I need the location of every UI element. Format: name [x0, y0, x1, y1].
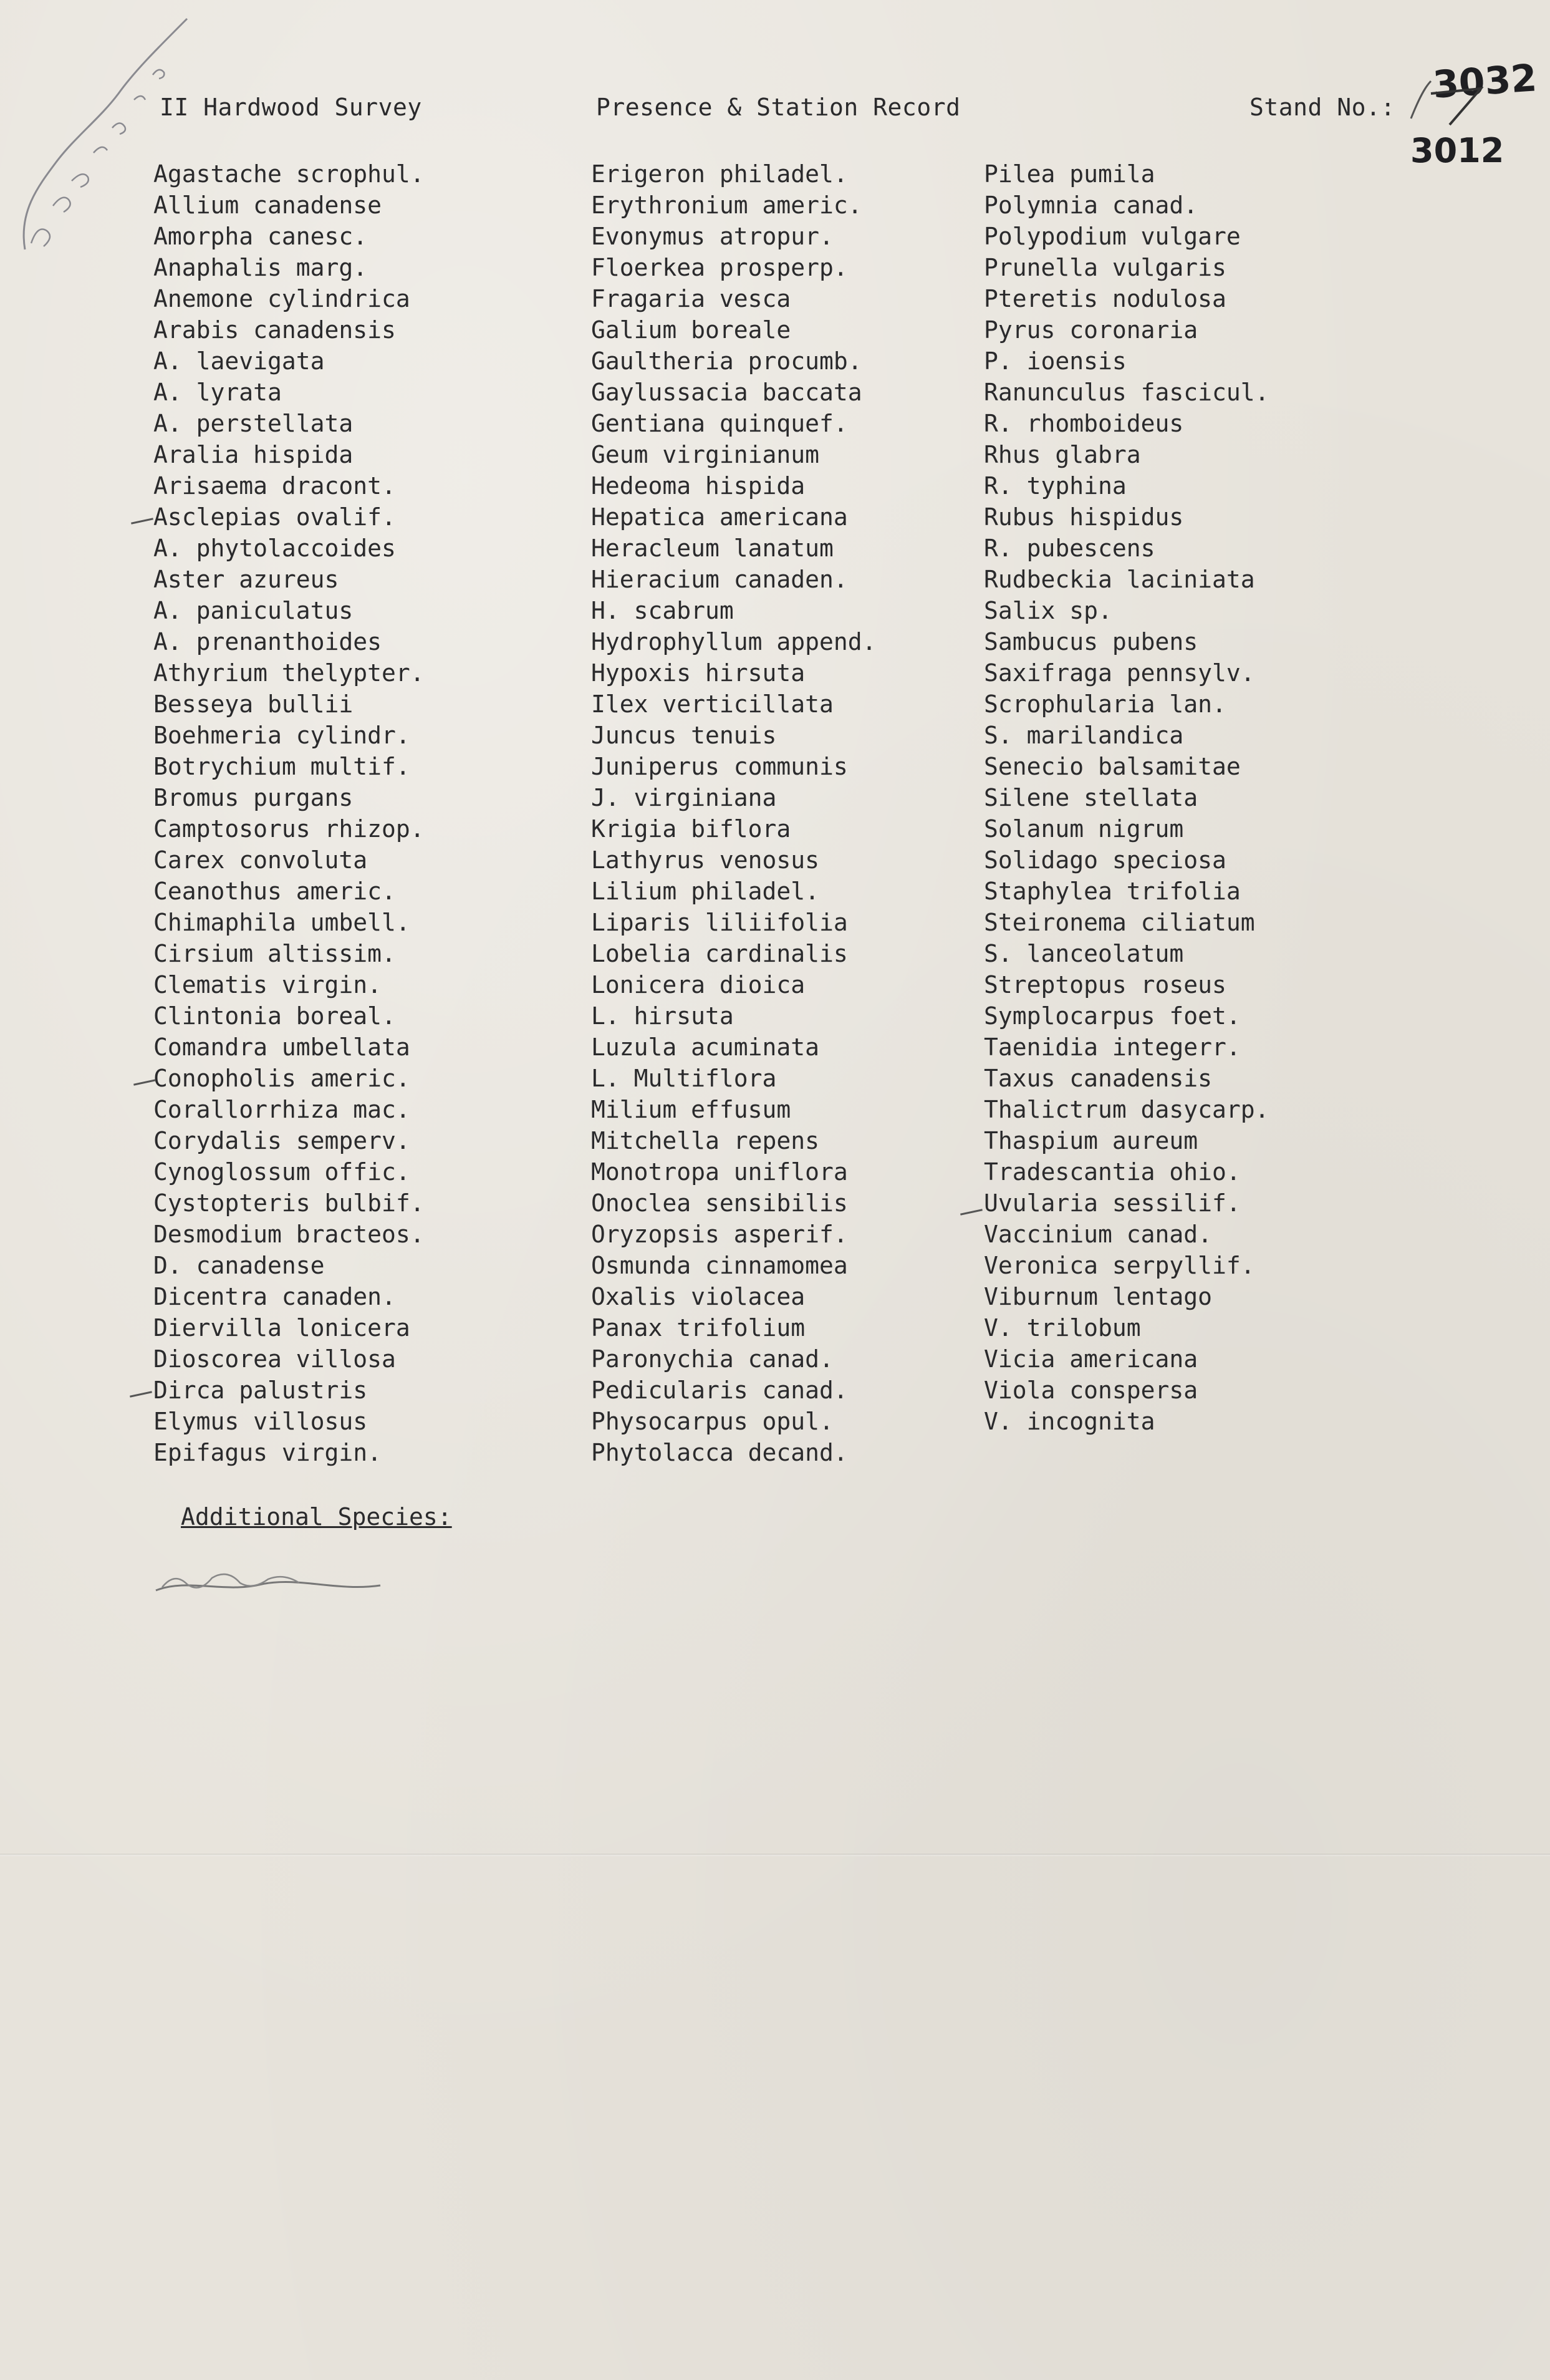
species-item: Besseya bullii [153, 690, 354, 718]
species-item: Cystopteris bulbif. [153, 1189, 425, 1217]
species-item: D. canadense [153, 1252, 325, 1279]
species-item: Hydrophyllum append. [591, 628, 877, 655]
species-item: Oxalis violacea [591, 1283, 806, 1310]
species-item: Vaccinium canad. [984, 1221, 1213, 1248]
species-item: Cynoglossum offic. [153, 1158, 410, 1186]
species-item: Elymus villosus [153, 1408, 368, 1435]
species-item: H. scabrum [591, 597, 734, 624]
species-item: Erythronium americ. [591, 191, 862, 219]
species-item: Monotropa uniflora [591, 1158, 848, 1186]
species-item: Galium boreale [591, 316, 791, 344]
species-item: Arabis canadensis [153, 316, 396, 344]
additional-species-label: Additional Species: [181, 1503, 452, 1531]
species-item: Tradescantia ohio. [984, 1158, 1241, 1186]
species-item: Diervilla lonicera [153, 1314, 410, 1342]
species-item: Heracleum lanatum [591, 535, 834, 562]
species-item: Osmunda cinnamomea [591, 1252, 848, 1279]
species-item: Chimaphila umbell. [153, 909, 410, 936]
species-item: R. pubescens [984, 535, 1155, 562]
species-item: Rubus hispidus [984, 503, 1184, 531]
species-item: Pedicularis canad. [591, 1376, 848, 1404]
species-item: Aralia hispida [153, 441, 354, 468]
species-item: J. virginiana [591, 784, 777, 811]
species-item: Athyrium thelypter. [153, 659, 425, 687]
species-item: R. rhomboideus [984, 410, 1184, 437]
species-item: Symplocarpus foet. [984, 1002, 1241, 1030]
species-item: A. perstellata [153, 410, 354, 437]
species-item: Cirsium altissim. [153, 940, 396, 967]
species-item: Botrychium multif. [153, 753, 410, 780]
check-mark [960, 1209, 983, 1215]
species-item: Conopholis americ. [153, 1065, 410, 1092]
species-item: Bromus purgans [153, 784, 354, 811]
species-item: Dioscorea villosa [153, 1345, 396, 1373]
species-item: Lobelia cardinalis [591, 940, 848, 967]
species-item: Asclepias ovalif. [153, 503, 396, 531]
species-item: Comandra umbellata [153, 1033, 410, 1061]
species-column-3 [984, 158, 1269, 1437]
species-item: Floerkea prosperp. [591, 254, 848, 281]
species-item: Thaspium aureum [984, 1127, 1198, 1154]
species-item: Veronica serpyllif. [984, 1252, 1255, 1279]
species-item: Geum virginianum [591, 441, 820, 468]
species-item: Thalictrum dasycarp. [984, 1096, 1269, 1123]
stand-number-top: 3032 [1431, 56, 1539, 107]
survey-title: II Hardwood Survey [160, 94, 422, 121]
species-item: A. lyrata [153, 379, 282, 406]
species-item: S. marilandica [984, 722, 1184, 749]
species-item: Prunella vulgaris [984, 254, 1226, 281]
species-item: V. incognita [984, 1408, 1155, 1435]
species-item: Juncus tenuis [591, 722, 777, 749]
species-item: Rudbeckia laciniata [984, 566, 1255, 593]
species-item: P. ioensis [984, 347, 1127, 375]
species-item: Steironema ciliatum [984, 909, 1255, 936]
species-item: Dirca palustris [153, 1376, 368, 1404]
species-item: Agastache scrophul. [153, 160, 425, 188]
species-item: R. typhina [984, 472, 1127, 500]
species-column-1 [153, 158, 425, 1468]
species-item: Juniperus communis [591, 753, 848, 780]
species-item: Hypoxis hirsuta [591, 659, 806, 687]
species-item: Allium canadense [153, 191, 382, 219]
species-item: Rhus glabra [984, 441, 1141, 468]
check-mark [131, 518, 153, 524]
species-item: Corydalis semperv. [153, 1127, 410, 1154]
species-item: V. trilobum [984, 1314, 1141, 1342]
species-item: Erigeron philadel. [591, 160, 848, 188]
species-item: A. paniculatus [153, 597, 354, 624]
species-item: Lonicera dioica [591, 971, 806, 999]
record-title: Presence & Station Record [596, 94, 961, 121]
species-item: Pyrus coronaria [984, 316, 1198, 344]
species-item: Dicentra canaden. [153, 1283, 396, 1310]
species-item: Gentiana quinquef. [591, 410, 848, 437]
check-mark [130, 1391, 152, 1397]
species-item: Solanum nigrum [984, 815, 1184, 843]
species-item: Gaultheria procumb. [591, 347, 862, 375]
species-item: Anaphalis marg. [153, 254, 368, 281]
species-item: Pteretis nodulosa [984, 285, 1226, 312]
check-mark [133, 1079, 156, 1085]
species-item: Clintonia boreal. [153, 1002, 396, 1030]
species-item: Hieracium canaden. [591, 566, 848, 593]
species-item: Ranunculus fascicul. [984, 379, 1269, 406]
species-item: Aster azureus [153, 566, 339, 593]
species-item: Panax trifolium [591, 1314, 806, 1342]
species-item: S. lanceolatum [984, 940, 1184, 967]
species-item: A. laevigata [153, 347, 325, 375]
species-item: Pilea pumila [984, 160, 1155, 188]
species-item: Silene stellata [984, 784, 1198, 811]
species-item: L. hirsuta [591, 1002, 734, 1030]
species-item: Ilex verticillata [591, 690, 834, 718]
species-item: Amorpha canesc. [153, 223, 368, 250]
species-item: Saxifraga pennsylv. [984, 659, 1255, 687]
species-item: Camptosorus rhizop. [153, 815, 425, 843]
stand-number-label: Stand No.: [1249, 94, 1395, 121]
species-item: Carex convoluta [153, 846, 368, 874]
species-item: Salix sp. [984, 597, 1112, 624]
species-column-2 [591, 158, 877, 1468]
species-item: Sambucus pubens [984, 628, 1198, 655]
species-item: Clematis virgin. [153, 971, 382, 999]
species-item: Scrophularia lan. [984, 690, 1226, 718]
species-item: Polypodium vulgare [984, 223, 1241, 250]
crossed-out-scribble [150, 1559, 387, 1609]
species-item: Mitchella repens [591, 1127, 820, 1154]
species-item: Fragaria vesca [591, 285, 791, 312]
species-item: Paronychia canad. [591, 1345, 834, 1373]
species-item: Lathyrus venosus [591, 846, 820, 874]
species-item: Hedeoma hispida [591, 472, 806, 500]
species-item: Liparis liliifolia [591, 909, 848, 936]
species-item: Boehmeria cylindr. [153, 722, 410, 749]
paper-fold-line [0, 1854, 1550, 1856]
species-item: Arisaema dracont. [153, 472, 396, 500]
species-item: Hepatica americana [591, 503, 848, 531]
species-item: Taxus canadensis [984, 1065, 1213, 1092]
species-item: Taenidia integerr. [984, 1033, 1241, 1061]
species-item: Streptopus roseus [984, 971, 1226, 999]
species-item: Uvularia sessilif. [984, 1189, 1241, 1217]
species-item: Senecio balsamitae [984, 753, 1241, 780]
species-item: Gaylussacia baccata [591, 379, 862, 406]
species-item: Solidago speciosa [984, 846, 1226, 874]
species-item: A. prenanthoides [153, 628, 382, 655]
stand-number-bottom: 3012 [1410, 131, 1504, 170]
species-item: Anemone cylindrica [153, 285, 410, 312]
species-item: Krigia biflora [591, 815, 791, 843]
species-item: Corallorrhiza mac. [153, 1096, 410, 1123]
species-item: Polymnia canad. [984, 191, 1198, 219]
species-item: L. Multiflora [591, 1065, 777, 1092]
species-item: Luzula acuminata [591, 1033, 820, 1061]
species-item: Viburnum lentago [984, 1283, 1213, 1310]
species-item: Epifagus virgin. [153, 1439, 382, 1466]
species-item: Ceanothus americ. [153, 878, 396, 905]
species-item: Physocarpus opul. [591, 1408, 834, 1435]
species-item: Onoclea sensibilis [591, 1189, 848, 1217]
species-item: Oryzopsis asperif. [591, 1221, 848, 1248]
species-item: Vicia americana [984, 1345, 1198, 1373]
species-item: Viola conspersa [984, 1376, 1198, 1404]
species-item: Phytolacca decand. [591, 1439, 848, 1466]
species-item: A. phytolaccoides [153, 535, 396, 562]
species-item: Desmodium bracteos. [153, 1221, 425, 1248]
species-item: Staphylea trifolia [984, 878, 1241, 905]
species-item: Lilium philadel. [591, 878, 820, 905]
species-item: Milium effusum [591, 1096, 791, 1123]
species-item: Evonymus atropur. [591, 223, 834, 250]
